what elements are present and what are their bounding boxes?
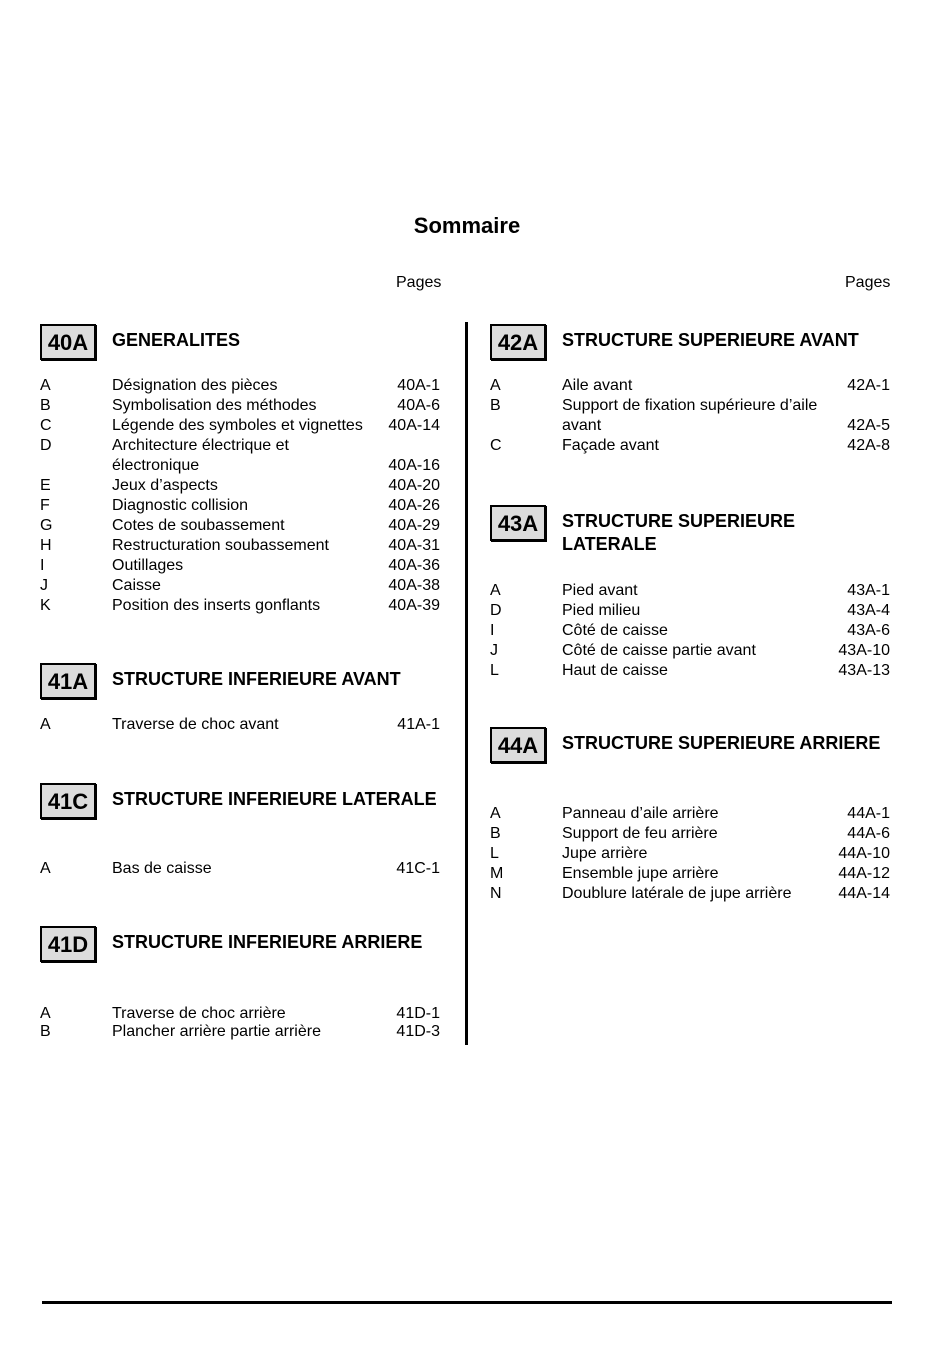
entry-page-ref: 41A-1 [397, 716, 440, 733]
entry-letter: A [40, 860, 51, 877]
entry-page-ref: 44A-10 [838, 845, 890, 862]
entry-label: Support de fixation supérieure d’aile avant [562, 397, 818, 434]
toc-entry[interactable] [490, 884, 892, 904]
toc-entry[interactable] [490, 844, 892, 864]
entry-label: Traverse de choc arrière [112, 1005, 286, 1022]
entry-letter: B [490, 825, 501, 842]
toc-entry[interactable] [40, 859, 442, 879]
toc-entry[interactable] [40, 496, 442, 516]
entry-page-ref: 40A-16 [388, 457, 440, 474]
entry-letter: A [490, 377, 501, 394]
toc-entry[interactable] [490, 601, 892, 621]
section-code-box: 44A [490, 727, 546, 763]
section-title: GENERALITES [112, 330, 241, 350]
entry-page-ref: 40A-20 [388, 477, 440, 494]
entry-page-ref: 44A-12 [838, 865, 890, 882]
entry-page-ref: 40A-14 [388, 417, 440, 434]
entry-letter: L [490, 845, 499, 862]
pages-label-right: Pages [845, 274, 891, 291]
entry-letter: I [490, 622, 495, 639]
toc-entry[interactable] [490, 396, 892, 436]
entry-label: Façade avant [562, 437, 659, 454]
entry-letter: I [40, 557, 45, 574]
entry-letter: D [490, 602, 502, 619]
entry-label: Symbolisation des méthodes [112, 397, 317, 414]
entry-letter: D [40, 437, 52, 454]
pages-label-left: Pages [396, 274, 442, 291]
entry-label: Jupe arrière [562, 845, 648, 862]
entry-page-ref: 43A-13 [838, 662, 890, 679]
toc-entry[interactable] [490, 436, 892, 456]
entry-page-ref: 40A-31 [388, 537, 440, 554]
entry-letter: M [490, 865, 504, 882]
entry-page-ref: 42A-1 [847, 377, 890, 394]
entry-page-ref: 40A-36 [388, 557, 440, 574]
entry-label: Support de feu arrière [562, 825, 718, 842]
section-title: STRUCTURE INFERIEURE ARRIERE [112, 932, 423, 952]
entry-label: Haut de caisse [562, 662, 668, 679]
section-code-box: 43A [490, 505, 546, 541]
entry-page-ref: 44A-14 [838, 885, 890, 902]
entry-label: Légende des symboles et vignettes [112, 417, 363, 434]
entry-label: Désignation des pièces [112, 377, 278, 394]
entry-page-ref: 43A-10 [838, 642, 890, 659]
toc-entry[interactable] [40, 476, 442, 496]
section-code-box: 40A [40, 324, 96, 360]
toc-entry[interactable] [40, 416, 442, 436]
entry-page-ref: 40A-6 [397, 397, 440, 414]
entry-page-ref: 41C-1 [396, 860, 440, 877]
entry-letter: A [40, 377, 51, 394]
section-code-box: 41C [40, 783, 96, 819]
entry-page-ref: 43A-4 [847, 602, 890, 619]
toc-entry[interactable] [490, 661, 892, 681]
toc-entry[interactable] [490, 621, 892, 641]
entry-label: Diagnostic collision [112, 497, 249, 514]
toc-entry[interactable] [40, 556, 442, 576]
entry-letter: B [40, 397, 51, 414]
toc-entry[interactable] [40, 1022, 442, 1042]
entry-letter: L [490, 662, 499, 679]
entry-label: Outillages [112, 557, 184, 574]
toc-entry[interactable] [40, 436, 442, 476]
entry-label: Caisse [112, 577, 161, 594]
entry-page-ref: 43A-6 [847, 622, 890, 639]
entry-page-ref: 41D-1 [396, 1005, 440, 1022]
toc-entry[interactable] [40, 715, 442, 735]
toc-entry[interactable] [40, 376, 442, 396]
entry-label: Restructuration soubassement [112, 537, 329, 554]
toc-entry[interactable] [490, 804, 892, 824]
entry-label: Plancher arrière partie arrière [112, 1023, 321, 1040]
section-title: STRUCTURE INFERIEURE AVANT [112, 669, 401, 689]
section-title: STRUCTURE SUPERIEURE AVANT [562, 330, 859, 350]
column-divider [465, 322, 468, 1045]
entry-letter: J [490, 642, 498, 659]
section-title: STRUCTURE SUPERIEURE LATERALE [562, 511, 796, 554]
entry-page-ref: 40A-29 [388, 517, 440, 534]
entry-label: Côté de caisse [562, 622, 668, 639]
entry-label: Jeux d’aspects [112, 477, 218, 494]
entry-page-ref: 40A-38 [388, 577, 440, 594]
entry-letter: C [40, 417, 52, 434]
entry-letter: J [40, 577, 48, 594]
entry-label: Architecture électrique et électronique [112, 437, 289, 474]
entry-page-ref: 40A-26 [388, 497, 440, 514]
section-title: STRUCTURE INFERIEURE LATERALE [112, 789, 437, 809]
entry-label: Position des inserts gonflants [112, 597, 321, 614]
toc-entry[interactable] [40, 1004, 442, 1024]
entry-letter: H [40, 537, 52, 554]
section-code-box: 42A [490, 324, 546, 360]
toc-entry[interactable] [40, 536, 442, 556]
entry-letter: A [490, 582, 501, 599]
toc-entry[interactable] [490, 376, 892, 396]
entry-letter: K [40, 597, 51, 614]
toc-entry[interactable] [40, 576, 442, 596]
entry-page-ref: 42A-5 [847, 417, 890, 434]
entry-letter: F [40, 497, 50, 514]
toc-entry[interactable] [490, 824, 892, 844]
footer-rule [42, 1301, 892, 1304]
entry-letter: C [490, 437, 502, 454]
toc-entry[interactable] [40, 596, 442, 616]
entry-page-ref: 41D-3 [396, 1023, 440, 1040]
entry-page-ref: 43A-1 [847, 582, 890, 599]
entry-letter: N [490, 885, 502, 902]
entry-letter: A [40, 716, 51, 733]
toc-entry[interactable] [40, 396, 442, 416]
entry-label: Bas de caisse [112, 860, 212, 877]
entry-label: Aile avant [562, 377, 633, 394]
entry-letter: A [40, 1005, 51, 1022]
section-code-box: 41D [40, 926, 96, 962]
toc-entry[interactable] [490, 641, 892, 661]
entry-letter: E [40, 477, 51, 494]
toc-entry[interactable] [490, 864, 892, 884]
entry-page-ref: 42A-8 [847, 437, 890, 454]
entry-letter: B [40, 1023, 51, 1040]
entry-page-ref: 44A-6 [847, 825, 890, 842]
entry-page-ref: 40A-1 [397, 377, 440, 394]
entry-label: Pied avant [562, 582, 638, 599]
entry-label: Panneau d’aile arrière [562, 805, 719, 822]
toc-entry[interactable] [490, 581, 892, 601]
toc-entry[interactable] [40, 516, 442, 536]
entry-label: Doublure latérale de jupe arrière [562, 885, 792, 902]
page-title: Sommaire [413, 213, 521, 238]
entry-label: Côté de caisse partie avant [562, 642, 756, 659]
section-code-box: 41A [40, 663, 96, 699]
entry-label: Ensemble jupe arrière [562, 865, 719, 882]
entry-letter: G [40, 517, 53, 534]
entry-letter: A [490, 805, 501, 822]
entry-page-ref: 44A-1 [847, 805, 890, 822]
entry-page-ref: 40A-39 [388, 597, 440, 614]
entry-label: Traverse de choc avant [112, 716, 279, 733]
section-title: STRUCTURE SUPERIEURE ARRIERE [562, 733, 881, 753]
entry-label: Cotes de soubassement [112, 517, 285, 534]
entry-label: Pied milieu [562, 602, 641, 619]
entry-letter: B [490, 397, 501, 414]
